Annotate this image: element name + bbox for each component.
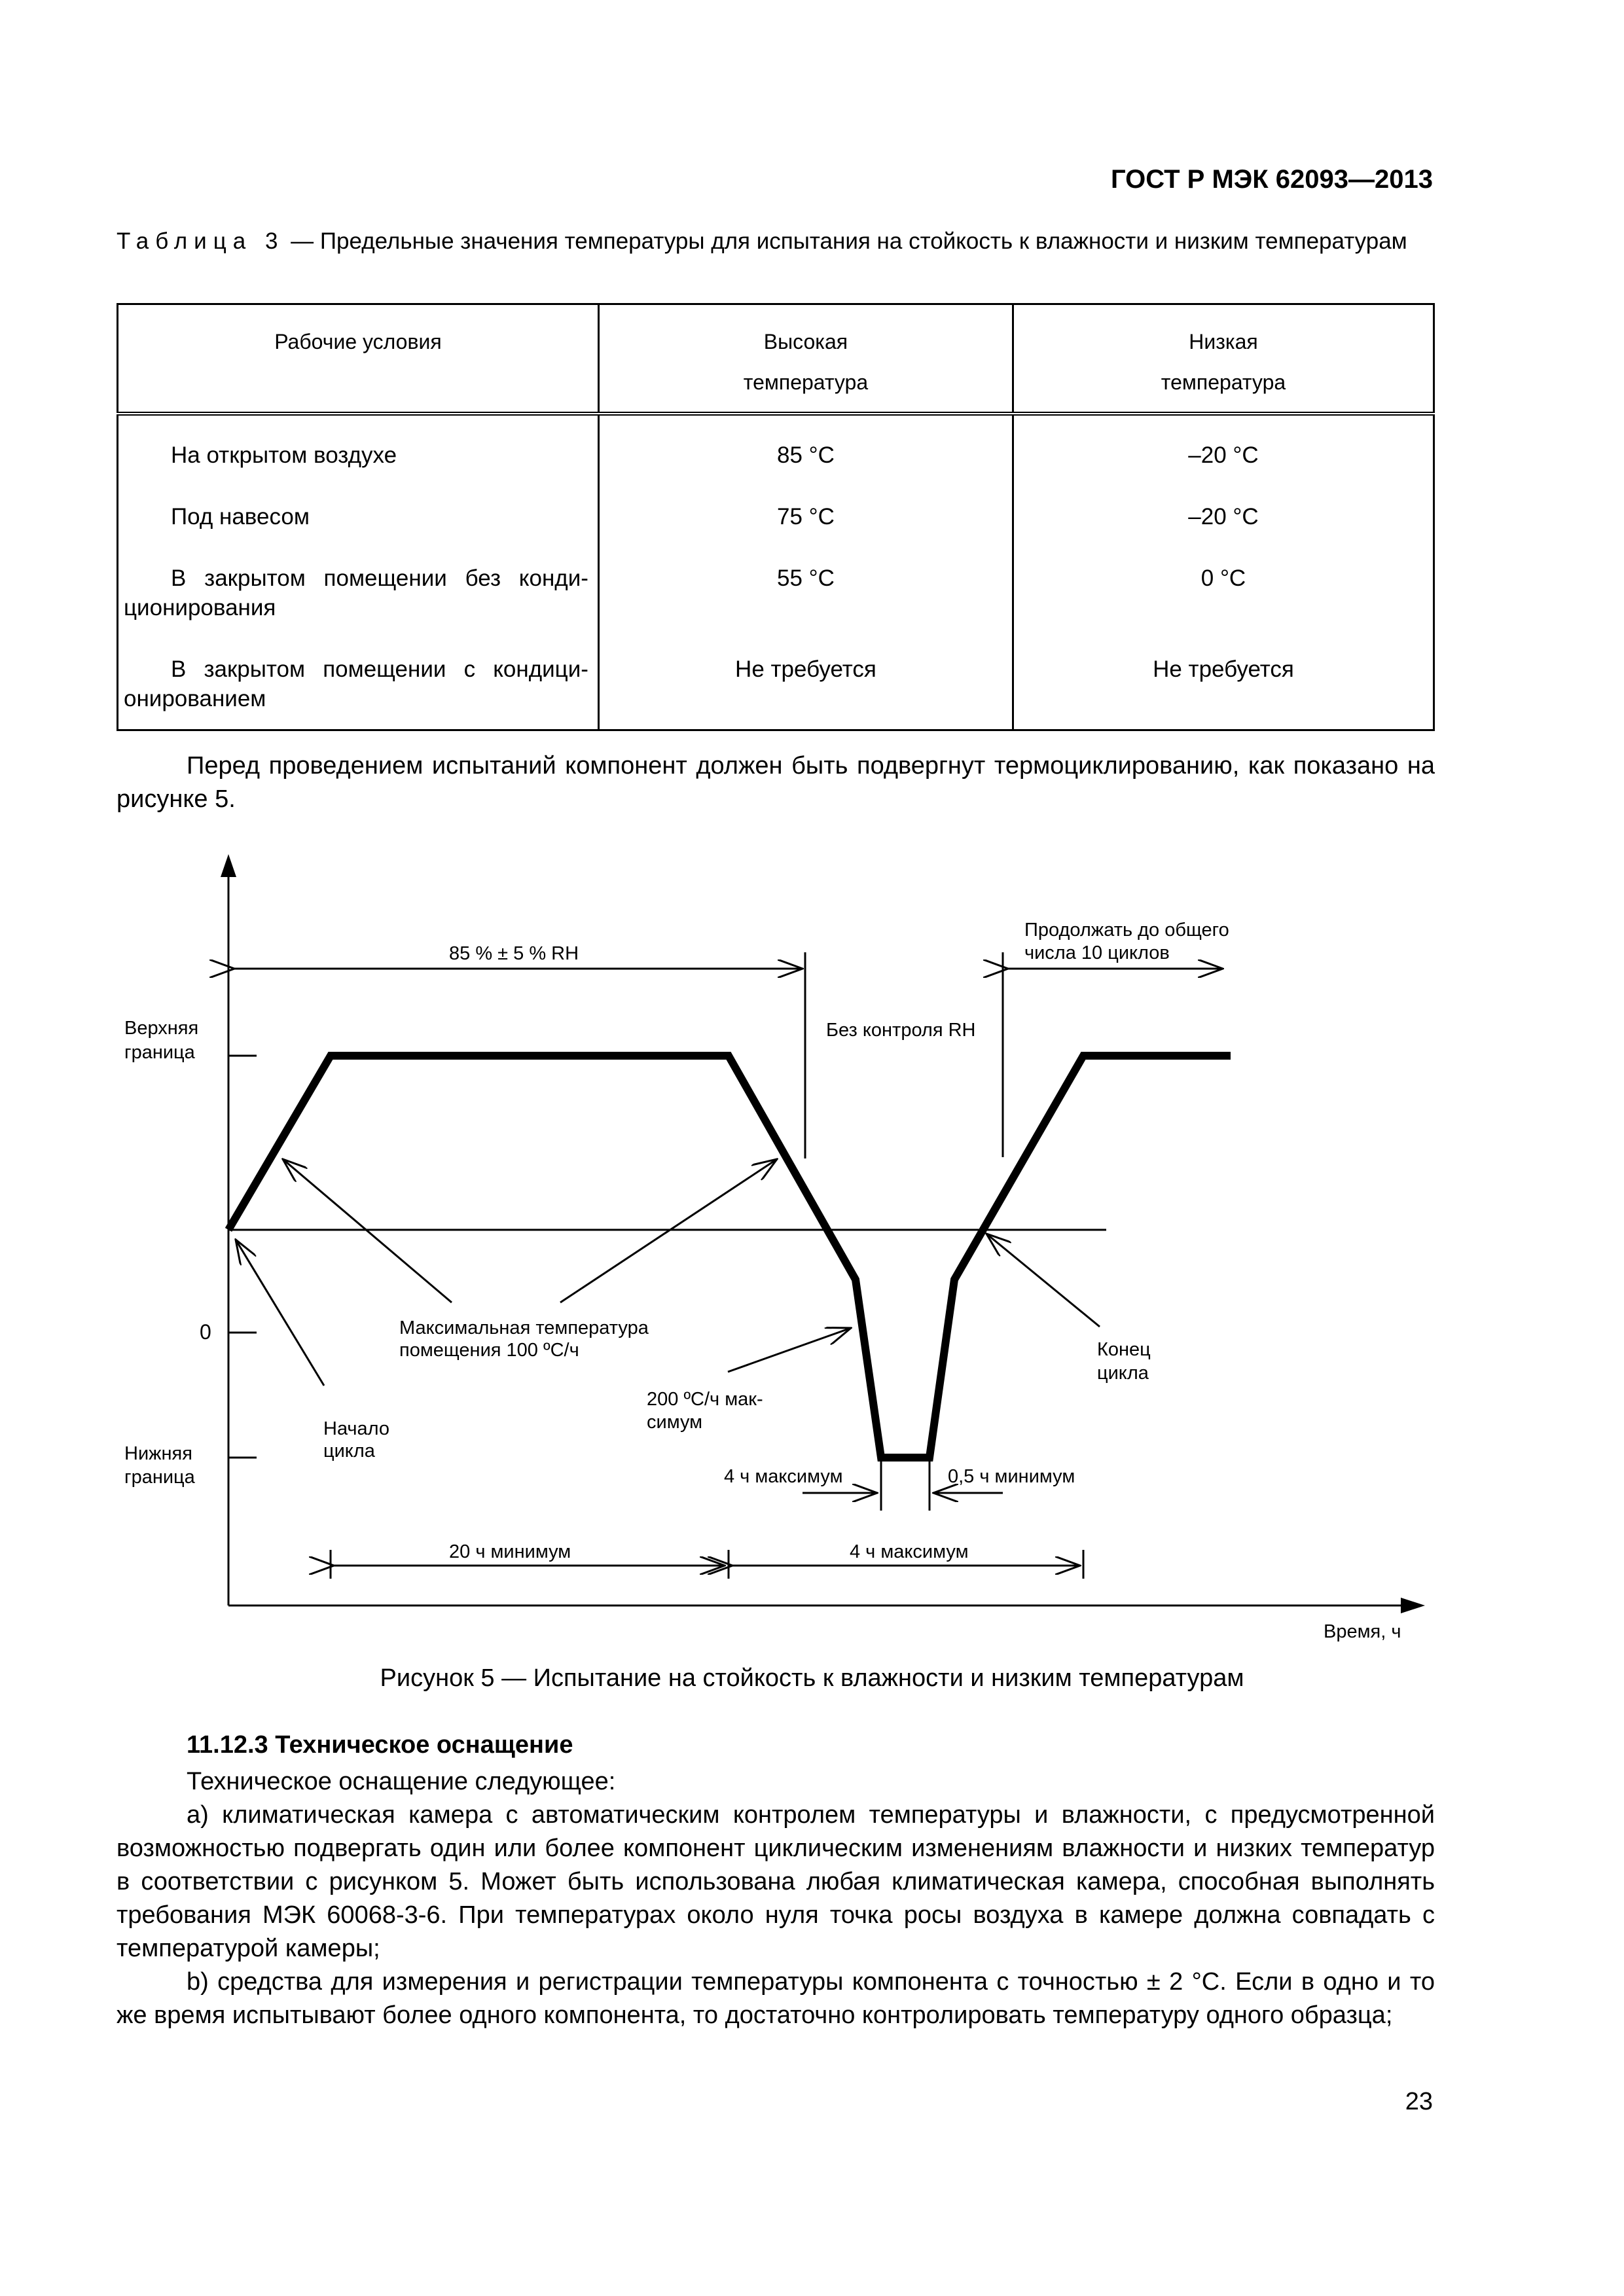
y-label-upper-2: граница <box>124 1042 195 1063</box>
y-label-zero: 0 <box>200 1320 211 1344</box>
table-header-row <box>118 304 1434 414</box>
dwell-min-label: 0,5 ч минимум <box>948 1466 1075 1487</box>
cycle-end-pointer <box>986 1234 1100 1327</box>
cycle-start-pointer <box>236 1240 324 1386</box>
y-label-lower-2: граница <box>124 1467 195 1488</box>
cycle-start-label-2: цикла <box>323 1441 375 1462</box>
body-text <box>117 1765 1435 2032</box>
header-high-temp: Высокая температура <box>598 304 1013 414</box>
rate200-label-1: 200 ºC/ч мак- <box>647 1389 763 1410</box>
y-label-upper-1: Верхняя <box>124 1018 199 1039</box>
table-row <box>118 414 1434 499</box>
section-heading: 11.12.3 Техническое оснащение <box>187 1731 573 1759</box>
table-row <box>118 652 1434 730</box>
condition-cell: В закрытом помещении с кондиционированием <box>118 652 599 730</box>
max-rate-label-1: Максимальная температура <box>399 1318 649 1338</box>
table-caption <box>117 228 1434 255</box>
cycle-end-label-2: цикла <box>1097 1363 1149 1384</box>
low-temp-cell: –20 °C <box>1013 414 1434 499</box>
low-temp-cell: 0 °C <box>1013 561 1434 652</box>
page-number: 23 <box>1405 2088 1433 2115</box>
y-axis-arrowhead <box>221 854 236 877</box>
table-row <box>118 499 1434 561</box>
y-label-lower-1: Нижняя <box>124 1443 192 1464</box>
dwell-max-label: 4 ч максимум <box>724 1466 843 1487</box>
high-temp-cell: 75 °C <box>598 499 1013 561</box>
table-caption-label: Таблица 3 <box>117 228 285 254</box>
figure-caption: Рисунок 5 — Испытание на стойкость к влажности и низким температурам <box>380 1664 1244 1692</box>
x-axis-label: Время, ч <box>1324 1621 1401 1642</box>
humidity-freeze-cycle-figure <box>98 838 1447 1643</box>
max4-label: 4 ч максимум <box>850 1541 969 1562</box>
high-temp-cell: 55 °C <box>598 561 1013 652</box>
continue-label-2: числа 10 циклов <box>1024 942 1170 963</box>
high-temp-cell: Не требуется <box>598 652 1013 730</box>
rate200-label-2: симум <box>647 1412 703 1433</box>
condition-cell: На открытом воздухе <box>118 414 599 499</box>
continue-label-1: Продолжать до общего <box>1024 920 1229 941</box>
table-caption-text: Предельные значения температуры для испытания на стойкость к влажности и низким температурам <box>319 228 1407 254</box>
temperature-limits-table <box>117 303 1435 731</box>
low-temp-cell: –20 °C <box>1013 499 1434 561</box>
table-row <box>118 561 1434 652</box>
x-axis-arrowhead <box>1401 1598 1425 1613</box>
no-rh-label: Без контроля RH <box>826 1020 976 1041</box>
body-paragraph: a) климатическая камера с автоматическим контролем температуры и влажности, с предусмотренной возможностью подвергать один или более компонент циклическим изменениям влажности и низких температур в соответствии с рисунком 5. Может быть использована любая климатическая камера, способная выполнять требования МЭК 60068-3-6. При температурах около нуля точка росы воздуха в камере должна совпадать с температурой камеры; <box>117 1801 1435 1962</box>
intro-paragraph: Перед проведением испытаний компонент должен быть подвергнут термоциклированию, как показано на рисунке 5. <box>117 752 1435 813</box>
rh-range-label: 85 % ± 5 % RH <box>449 943 579 964</box>
min20-label: 20 ч минимум <box>449 1541 571 1562</box>
header-conditions: Рабочие условия <box>118 304 599 414</box>
body-paragraph: b) средства для измерения и регистрации температуры компонента с точностью ± 2 °С. Если в одно и то же время испытывают более одного компонента, то достаточно контролировать температуру одного образца; <box>117 1968 1435 2029</box>
cycle-start-label-1: Начало <box>323 1418 390 1439</box>
rate200-pointer <box>728 1328 851 1372</box>
condition-cell: В закрытом помещении без кондиционирования <box>118 561 599 652</box>
high-temp-cell: 85 °C <box>598 414 1013 499</box>
condition-cell: Под навесом <box>118 499 599 561</box>
header-low-temp: Низкая температура <box>1013 304 1434 414</box>
document-header-title: ГОСТ Р МЭК 62093—2013 <box>1110 165 1433 194</box>
low-temp-cell: Не требуется <box>1013 652 1434 730</box>
cycle-end-label-1: Конец <box>1097 1339 1151 1360</box>
max-rate-label-2: помещения 100 ºC/ч <box>399 1340 579 1361</box>
body-paragraph: Техническое оснащение следующее: <box>187 1768 616 1795</box>
table-caption-dash: — <box>291 228 314 254</box>
